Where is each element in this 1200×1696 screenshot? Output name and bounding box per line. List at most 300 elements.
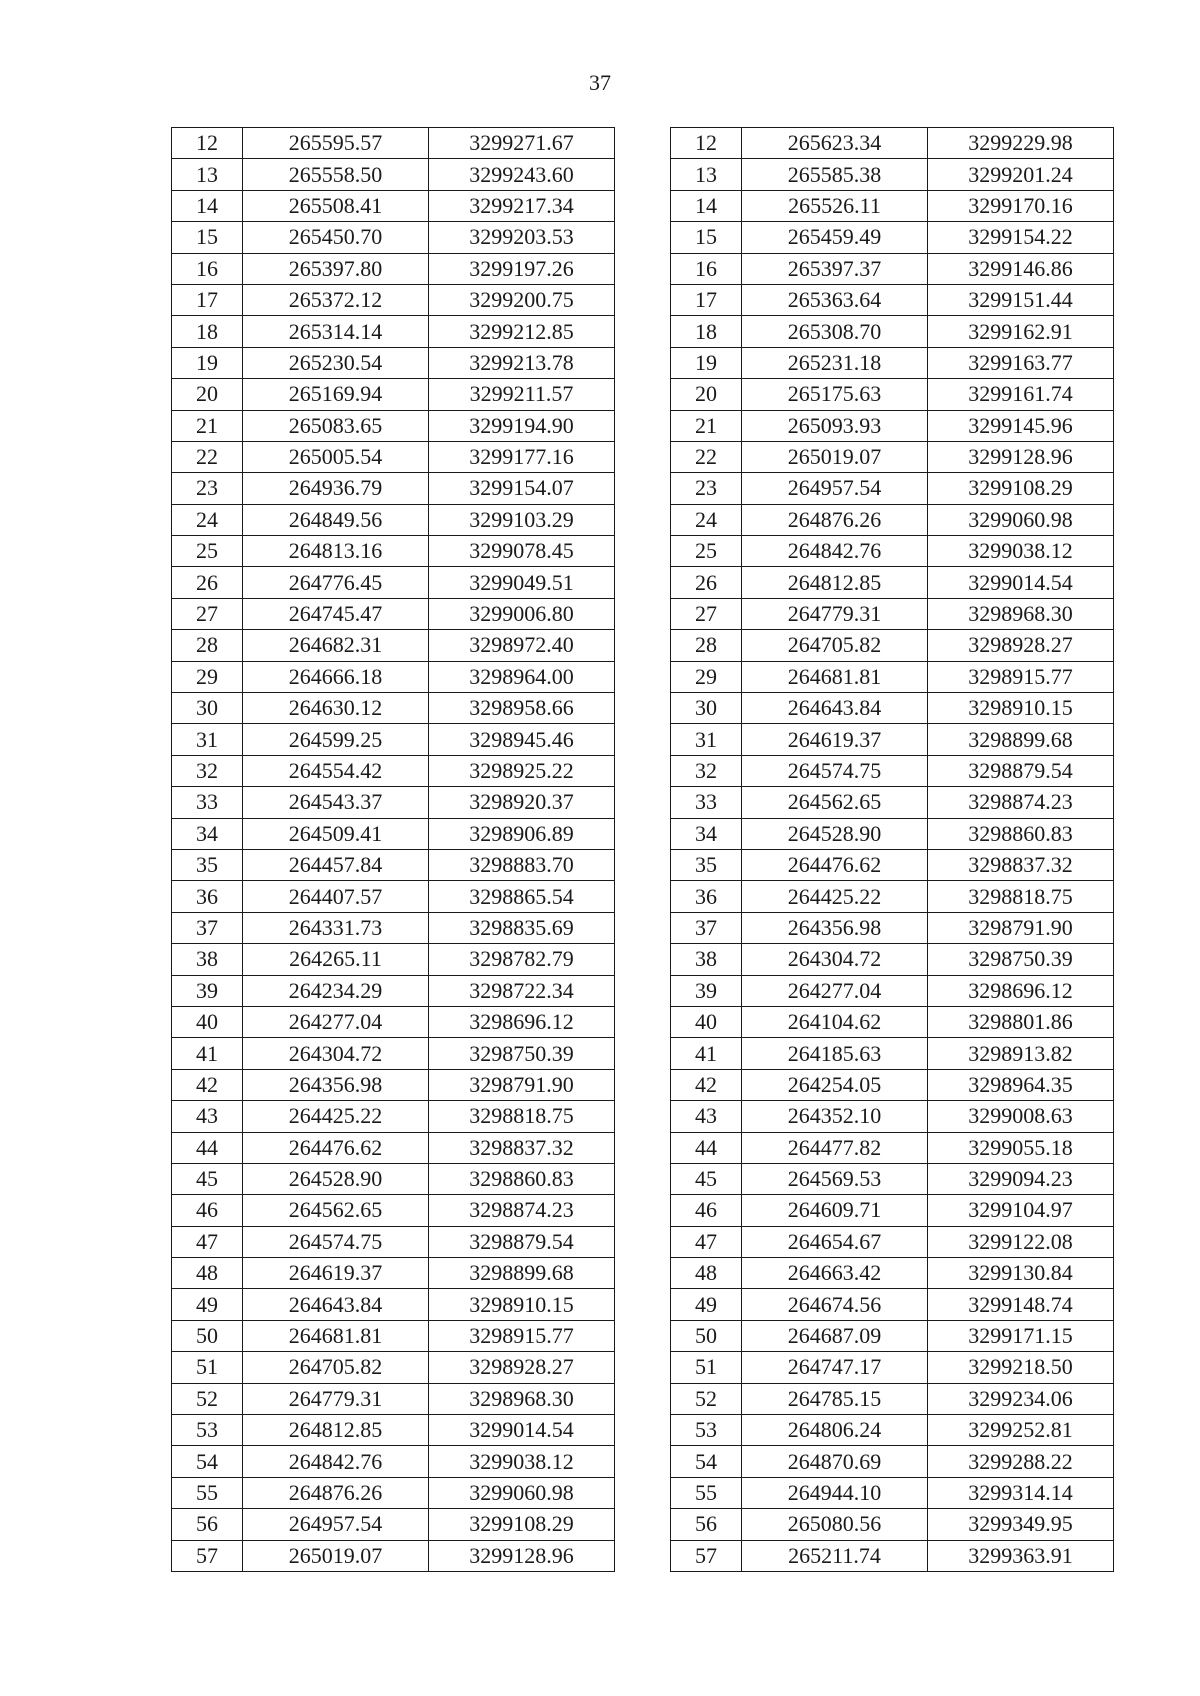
left-y-coordinate-cell: 3299177.16 bbox=[429, 441, 615, 472]
column-gap bbox=[615, 536, 671, 567]
right-x-coordinate-cell: 264747.17 bbox=[742, 1352, 928, 1383]
right-point-number-cell: 33 bbox=[671, 787, 742, 818]
column-gap bbox=[615, 473, 671, 504]
right-point-number-cell: 56 bbox=[671, 1509, 742, 1540]
left-point-number-cell: 18 bbox=[172, 316, 243, 347]
left-x-coordinate-cell: 265372.12 bbox=[243, 284, 429, 315]
left-x-coordinate-cell: 265169.94 bbox=[243, 379, 429, 410]
left-point-number-cell: 45 bbox=[172, 1163, 243, 1194]
right-x-coordinate-cell: 264277.04 bbox=[742, 975, 928, 1006]
right-x-coordinate-cell: 264687.09 bbox=[742, 1320, 928, 1351]
table-row bbox=[172, 159, 1114, 190]
left-point-number-cell: 56 bbox=[172, 1509, 243, 1540]
right-x-coordinate-cell: 264674.56 bbox=[742, 1289, 928, 1320]
column-gap bbox=[615, 1446, 671, 1477]
left-y-coordinate-cell: 3298906.89 bbox=[429, 818, 615, 849]
left-y-coordinate-cell: 3299049.51 bbox=[429, 567, 615, 598]
right-y-coordinate-cell: 3299146.86 bbox=[928, 253, 1114, 284]
left-point-number-cell: 13 bbox=[172, 159, 243, 190]
column-gap bbox=[615, 849, 671, 880]
right-y-coordinate-cell: 3298879.54 bbox=[928, 755, 1114, 786]
column-gap bbox=[615, 818, 671, 849]
table-row bbox=[172, 410, 1114, 441]
table-row bbox=[172, 1383, 1114, 1414]
left-x-coordinate-cell: 264562.65 bbox=[243, 1195, 429, 1226]
left-point-number-cell: 25 bbox=[172, 536, 243, 567]
right-y-coordinate-cell: 3299014.54 bbox=[928, 567, 1114, 598]
left-point-number-cell: 29 bbox=[172, 661, 243, 692]
right-y-coordinate-cell: 3299201.24 bbox=[928, 159, 1114, 190]
right-point-number-cell: 20 bbox=[671, 379, 742, 410]
right-x-coordinate-cell: 265585.38 bbox=[742, 159, 928, 190]
right-y-coordinate-cell: 3298910.15 bbox=[928, 693, 1114, 724]
right-point-number-cell: 35 bbox=[671, 849, 742, 880]
left-point-number-cell: 12 bbox=[172, 128, 243, 159]
left-x-coordinate-cell: 264619.37 bbox=[243, 1258, 429, 1289]
left-y-coordinate-cell: 3299078.45 bbox=[429, 536, 615, 567]
column-gap bbox=[615, 912, 671, 943]
column-gap bbox=[615, 1415, 671, 1446]
right-x-coordinate-cell: 264356.98 bbox=[742, 912, 928, 943]
left-point-number-cell: 22 bbox=[172, 441, 243, 472]
left-y-coordinate-cell: 3298883.70 bbox=[429, 849, 615, 880]
right-y-coordinate-cell: 3299161.74 bbox=[928, 379, 1114, 410]
right-x-coordinate-cell: 265397.37 bbox=[742, 253, 928, 284]
left-x-coordinate-cell: 264876.26 bbox=[243, 1477, 429, 1508]
right-y-coordinate-cell: 3298860.83 bbox=[928, 818, 1114, 849]
right-x-coordinate-cell: 265175.63 bbox=[742, 379, 928, 410]
left-point-number-cell: 49 bbox=[172, 1289, 243, 1320]
left-point-number-cell: 27 bbox=[172, 598, 243, 629]
table-row bbox=[172, 222, 1114, 253]
right-y-coordinate-cell: 3299234.06 bbox=[928, 1383, 1114, 1414]
left-x-coordinate-cell: 264599.25 bbox=[243, 724, 429, 755]
right-x-coordinate-cell: 265623.34 bbox=[742, 128, 928, 159]
right-point-number-cell: 55 bbox=[671, 1477, 742, 1508]
right-x-coordinate-cell: 265231.18 bbox=[742, 347, 928, 378]
right-x-coordinate-cell: 264705.82 bbox=[742, 630, 928, 661]
right-y-coordinate-cell: 3299055.18 bbox=[928, 1132, 1114, 1163]
right-y-coordinate-cell: 3299108.29 bbox=[928, 473, 1114, 504]
left-x-coordinate-cell: 264425.22 bbox=[243, 1101, 429, 1132]
column-gap bbox=[615, 379, 671, 410]
right-x-coordinate-cell: 264562.65 bbox=[742, 787, 928, 818]
table-row bbox=[172, 1289, 1114, 1320]
right-point-number-cell: 18 bbox=[671, 316, 742, 347]
right-y-coordinate-cell: 3299154.22 bbox=[928, 222, 1114, 253]
right-y-coordinate-cell: 3299008.63 bbox=[928, 1101, 1114, 1132]
table-row bbox=[172, 598, 1114, 629]
right-point-number-cell: 12 bbox=[671, 128, 742, 159]
right-point-number-cell: 41 bbox=[671, 1038, 742, 1069]
left-x-coordinate-cell: 265314.14 bbox=[243, 316, 429, 347]
left-y-coordinate-cell: 3299213.78 bbox=[429, 347, 615, 378]
left-x-coordinate-cell: 264812.85 bbox=[243, 1415, 429, 1446]
table-row bbox=[172, 441, 1114, 472]
left-y-coordinate-cell: 3299154.07 bbox=[429, 473, 615, 504]
left-x-coordinate-cell: 265083.65 bbox=[243, 410, 429, 441]
left-x-coordinate-cell: 264842.76 bbox=[243, 1446, 429, 1477]
left-x-coordinate-cell: 264574.75 bbox=[243, 1226, 429, 1257]
left-point-number-cell: 36 bbox=[172, 881, 243, 912]
column-gap bbox=[615, 1132, 671, 1163]
right-y-coordinate-cell: 3299145.96 bbox=[928, 410, 1114, 441]
left-point-number-cell: 43 bbox=[172, 1101, 243, 1132]
column-gap bbox=[615, 1069, 671, 1100]
left-point-number-cell: 26 bbox=[172, 567, 243, 598]
table-row bbox=[172, 1258, 1114, 1289]
left-x-coordinate-cell: 265558.50 bbox=[243, 159, 429, 190]
right-y-coordinate-cell: 3299163.77 bbox=[928, 347, 1114, 378]
right-point-number-cell: 45 bbox=[671, 1163, 742, 1194]
right-point-number-cell: 14 bbox=[671, 190, 742, 221]
right-point-number-cell: 39 bbox=[671, 975, 742, 1006]
coordinates-table-body bbox=[172, 128, 1114, 1572]
left-y-coordinate-cell: 3298782.79 bbox=[429, 944, 615, 975]
table-row bbox=[172, 912, 1114, 943]
right-x-coordinate-cell: 264104.62 bbox=[742, 1006, 928, 1037]
left-x-coordinate-cell: 264682.31 bbox=[243, 630, 429, 661]
left-y-coordinate-cell: 3299014.54 bbox=[429, 1415, 615, 1446]
column-gap bbox=[615, 410, 671, 441]
left-x-coordinate-cell: 264813.16 bbox=[243, 536, 429, 567]
right-y-coordinate-cell: 3299128.96 bbox=[928, 441, 1114, 472]
column-gap bbox=[615, 1540, 671, 1571]
right-x-coordinate-cell: 264476.62 bbox=[742, 849, 928, 880]
column-gap bbox=[615, 159, 671, 190]
right-x-coordinate-cell: 265459.49 bbox=[742, 222, 928, 253]
left-point-number-cell: 20 bbox=[172, 379, 243, 410]
right-x-coordinate-cell: 264957.54 bbox=[742, 473, 928, 504]
table-row bbox=[172, 1163, 1114, 1194]
left-y-coordinate-cell: 3299006.80 bbox=[429, 598, 615, 629]
left-x-coordinate-cell: 264776.45 bbox=[243, 567, 429, 598]
left-x-coordinate-cell: 264277.04 bbox=[243, 1006, 429, 1037]
right-y-coordinate-cell: 3299252.81 bbox=[928, 1415, 1114, 1446]
column-gap bbox=[615, 755, 671, 786]
right-point-number-cell: 57 bbox=[671, 1540, 742, 1571]
column-gap bbox=[615, 881, 671, 912]
table-row bbox=[172, 1540, 1114, 1571]
column-gap bbox=[615, 787, 671, 818]
right-y-coordinate-cell: 3299162.91 bbox=[928, 316, 1114, 347]
left-point-number-cell: 38 bbox=[172, 944, 243, 975]
table-row bbox=[172, 536, 1114, 567]
left-x-coordinate-cell: 264265.11 bbox=[243, 944, 429, 975]
left-point-number-cell: 54 bbox=[172, 1446, 243, 1477]
right-point-number-cell: 30 bbox=[671, 693, 742, 724]
right-y-coordinate-cell: 3299363.91 bbox=[928, 1540, 1114, 1571]
column-gap bbox=[615, 253, 671, 284]
left-x-coordinate-cell: 264643.84 bbox=[243, 1289, 429, 1320]
table-row bbox=[172, 567, 1114, 598]
right-y-coordinate-cell: 3298964.35 bbox=[928, 1069, 1114, 1100]
right-x-coordinate-cell: 264609.71 bbox=[742, 1195, 928, 1226]
right-point-number-cell: 36 bbox=[671, 881, 742, 912]
right-point-number-cell: 43 bbox=[671, 1101, 742, 1132]
left-x-coordinate-cell: 264681.81 bbox=[243, 1320, 429, 1351]
right-y-coordinate-cell: 3299170.16 bbox=[928, 190, 1114, 221]
left-y-coordinate-cell: 3298791.90 bbox=[429, 1069, 615, 1100]
table-row bbox=[172, 1006, 1114, 1037]
right-y-coordinate-cell: 3298837.32 bbox=[928, 849, 1114, 880]
left-point-number-cell: 28 bbox=[172, 630, 243, 661]
left-point-number-cell: 31 bbox=[172, 724, 243, 755]
table-row bbox=[172, 473, 1114, 504]
right-x-coordinate-cell: 264528.90 bbox=[742, 818, 928, 849]
column-gap bbox=[615, 347, 671, 378]
table-row bbox=[172, 284, 1114, 315]
right-y-coordinate-cell: 3298791.90 bbox=[928, 912, 1114, 943]
column-gap bbox=[615, 128, 671, 159]
column-gap bbox=[615, 1101, 671, 1132]
left-x-coordinate-cell: 265508.41 bbox=[243, 190, 429, 221]
left-x-coordinate-cell: 264849.56 bbox=[243, 504, 429, 535]
right-x-coordinate-cell: 265093.93 bbox=[742, 410, 928, 441]
right-point-number-cell: 23 bbox=[671, 473, 742, 504]
column-gap bbox=[615, 1038, 671, 1069]
table-row bbox=[172, 379, 1114, 410]
right-point-number-cell: 34 bbox=[671, 818, 742, 849]
left-x-coordinate-cell: 264957.54 bbox=[243, 1509, 429, 1540]
left-point-number-cell: 39 bbox=[172, 975, 243, 1006]
table-row bbox=[172, 128, 1114, 159]
left-x-coordinate-cell: 264779.31 bbox=[243, 1383, 429, 1414]
left-y-coordinate-cell: 3298750.39 bbox=[429, 1038, 615, 1069]
right-point-number-cell: 37 bbox=[671, 912, 742, 943]
column-gap bbox=[615, 1195, 671, 1226]
left-y-coordinate-cell: 3299038.12 bbox=[429, 1446, 615, 1477]
left-y-coordinate-cell: 3298865.54 bbox=[429, 881, 615, 912]
left-x-coordinate-cell: 264457.84 bbox=[243, 849, 429, 880]
right-point-number-cell: 27 bbox=[671, 598, 742, 629]
column-gap bbox=[615, 1289, 671, 1320]
column-gap bbox=[615, 504, 671, 535]
right-point-number-cell: 26 bbox=[671, 567, 742, 598]
left-y-coordinate-cell: 3298915.77 bbox=[429, 1320, 615, 1351]
left-x-coordinate-cell: 265230.54 bbox=[243, 347, 429, 378]
left-point-number-cell: 57 bbox=[172, 1540, 243, 1571]
right-x-coordinate-cell: 265019.07 bbox=[742, 441, 928, 472]
column-gap bbox=[615, 724, 671, 755]
left-y-coordinate-cell: 3298879.54 bbox=[429, 1226, 615, 1257]
left-point-number-cell: 35 bbox=[172, 849, 243, 880]
table-row bbox=[172, 316, 1114, 347]
right-y-coordinate-cell: 3298750.39 bbox=[928, 944, 1114, 975]
left-x-coordinate-cell: 264509.41 bbox=[243, 818, 429, 849]
table-row bbox=[172, 347, 1114, 378]
left-y-coordinate-cell: 3299271.67 bbox=[429, 128, 615, 159]
column-gap bbox=[615, 598, 671, 629]
left-x-coordinate-cell: 265397.80 bbox=[243, 253, 429, 284]
left-point-number-cell: 14 bbox=[172, 190, 243, 221]
right-point-number-cell: 32 bbox=[671, 755, 742, 786]
right-x-coordinate-cell: 265526.11 bbox=[742, 190, 928, 221]
right-x-coordinate-cell: 264619.37 bbox=[742, 724, 928, 755]
column-gap bbox=[615, 661, 671, 692]
right-point-number-cell: 44 bbox=[671, 1132, 742, 1163]
table-row bbox=[172, 724, 1114, 755]
right-x-coordinate-cell: 264643.84 bbox=[742, 693, 928, 724]
coordinates-table bbox=[171, 127, 1114, 1572]
right-point-number-cell: 38 bbox=[671, 944, 742, 975]
right-point-number-cell: 15 bbox=[671, 222, 742, 253]
column-gap bbox=[615, 1320, 671, 1351]
left-y-coordinate-cell: 3298964.00 bbox=[429, 661, 615, 692]
left-point-number-cell: 42 bbox=[172, 1069, 243, 1100]
table-row bbox=[172, 975, 1114, 1006]
column-gap bbox=[615, 1352, 671, 1383]
column-gap bbox=[615, 1258, 671, 1289]
right-point-number-cell: 16 bbox=[671, 253, 742, 284]
right-x-coordinate-cell: 264779.31 bbox=[742, 598, 928, 629]
left-x-coordinate-cell: 264528.90 bbox=[243, 1163, 429, 1194]
table-row bbox=[172, 1132, 1114, 1163]
right-y-coordinate-cell: 3298915.77 bbox=[928, 661, 1114, 692]
right-x-coordinate-cell: 264254.05 bbox=[742, 1069, 928, 1100]
left-x-coordinate-cell: 264234.29 bbox=[243, 975, 429, 1006]
left-y-coordinate-cell: 3298837.32 bbox=[429, 1132, 615, 1163]
right-point-number-cell: 49 bbox=[671, 1289, 742, 1320]
left-y-coordinate-cell: 3299197.26 bbox=[429, 253, 615, 284]
table-row bbox=[172, 1226, 1114, 1257]
table-row bbox=[172, 1446, 1114, 1477]
table-row bbox=[172, 253, 1114, 284]
left-y-coordinate-cell: 3299128.96 bbox=[429, 1540, 615, 1571]
left-y-coordinate-cell: 3298910.15 bbox=[429, 1289, 615, 1320]
table-row bbox=[172, 944, 1114, 975]
right-x-coordinate-cell: 264806.24 bbox=[742, 1415, 928, 1446]
column-gap bbox=[615, 975, 671, 1006]
column-gap bbox=[615, 1509, 671, 1540]
right-x-coordinate-cell: 264352.10 bbox=[742, 1101, 928, 1132]
right-x-coordinate-cell: 264663.42 bbox=[742, 1258, 928, 1289]
left-point-number-cell: 30 bbox=[172, 693, 243, 724]
table-row bbox=[172, 849, 1114, 880]
left-point-number-cell: 24 bbox=[172, 504, 243, 535]
left-point-number-cell: 34 bbox=[172, 818, 243, 849]
right-x-coordinate-cell: 264944.10 bbox=[742, 1477, 928, 1508]
left-y-coordinate-cell: 3298835.69 bbox=[429, 912, 615, 943]
right-x-coordinate-cell: 265308.70 bbox=[742, 316, 928, 347]
left-y-coordinate-cell: 3299243.60 bbox=[429, 159, 615, 190]
right-y-coordinate-cell: 3298928.27 bbox=[928, 630, 1114, 661]
right-x-coordinate-cell: 264654.67 bbox=[742, 1226, 928, 1257]
table-row bbox=[172, 1477, 1114, 1508]
right-point-number-cell: 29 bbox=[671, 661, 742, 692]
left-x-coordinate-cell: 264630.12 bbox=[243, 693, 429, 724]
right-x-coordinate-cell: 264304.72 bbox=[742, 944, 928, 975]
left-point-number-cell: 19 bbox=[172, 347, 243, 378]
column-gap bbox=[615, 1163, 671, 1194]
right-x-coordinate-cell: 264477.82 bbox=[742, 1132, 928, 1163]
left-y-coordinate-cell: 3299060.98 bbox=[429, 1477, 615, 1508]
right-point-number-cell: 17 bbox=[671, 284, 742, 315]
column-gap bbox=[615, 441, 671, 472]
left-y-coordinate-cell: 3298860.83 bbox=[429, 1163, 615, 1194]
left-x-coordinate-cell: 264304.72 bbox=[243, 1038, 429, 1069]
column-gap bbox=[615, 1383, 671, 1414]
right-point-number-cell: 46 bbox=[671, 1195, 742, 1226]
table-row bbox=[172, 755, 1114, 786]
left-x-coordinate-cell: 264407.57 bbox=[243, 881, 429, 912]
right-y-coordinate-cell: 3299038.12 bbox=[928, 536, 1114, 567]
left-y-coordinate-cell: 3298928.27 bbox=[429, 1352, 615, 1383]
table-row bbox=[172, 661, 1114, 692]
left-point-number-cell: 21 bbox=[172, 410, 243, 441]
column-gap bbox=[615, 190, 671, 221]
left-y-coordinate-cell: 3299103.29 bbox=[429, 504, 615, 535]
left-point-number-cell: 55 bbox=[172, 1477, 243, 1508]
left-y-coordinate-cell: 3298945.46 bbox=[429, 724, 615, 755]
left-point-number-cell: 52 bbox=[172, 1383, 243, 1414]
right-y-coordinate-cell: 3299171.15 bbox=[928, 1320, 1114, 1351]
left-y-coordinate-cell: 3298899.68 bbox=[429, 1258, 615, 1289]
left-point-number-cell: 40 bbox=[172, 1006, 243, 1037]
left-y-coordinate-cell: 3298925.22 bbox=[429, 755, 615, 786]
right-y-coordinate-cell: 3299122.08 bbox=[928, 1226, 1114, 1257]
right-point-number-cell: 50 bbox=[671, 1320, 742, 1351]
right-point-number-cell: 42 bbox=[671, 1069, 742, 1100]
left-point-number-cell: 41 bbox=[172, 1038, 243, 1069]
table-row bbox=[172, 1038, 1114, 1069]
left-x-coordinate-cell: 265595.57 bbox=[243, 128, 429, 159]
right-point-number-cell: 48 bbox=[671, 1258, 742, 1289]
left-y-coordinate-cell: 3299217.34 bbox=[429, 190, 615, 221]
right-point-number-cell: 53 bbox=[671, 1415, 742, 1446]
table-row bbox=[172, 1069, 1114, 1100]
right-x-coordinate-cell: 264842.76 bbox=[742, 536, 928, 567]
table-row bbox=[172, 1352, 1114, 1383]
right-y-coordinate-cell: 3299151.44 bbox=[928, 284, 1114, 315]
column-gap bbox=[615, 630, 671, 661]
column-gap bbox=[615, 567, 671, 598]
right-y-coordinate-cell: 3298913.82 bbox=[928, 1038, 1114, 1069]
table-row bbox=[172, 1320, 1114, 1351]
table-row bbox=[172, 630, 1114, 661]
left-point-number-cell: 50 bbox=[172, 1320, 243, 1351]
left-x-coordinate-cell: 265450.70 bbox=[243, 222, 429, 253]
left-point-number-cell: 51 bbox=[172, 1352, 243, 1383]
right-y-coordinate-cell: 3299218.50 bbox=[928, 1352, 1114, 1383]
page-number: 37 bbox=[589, 70, 611, 95]
table-row bbox=[172, 881, 1114, 912]
right-y-coordinate-cell: 3299288.22 bbox=[928, 1446, 1114, 1477]
right-y-coordinate-cell: 3298801.86 bbox=[928, 1006, 1114, 1037]
left-point-number-cell: 33 bbox=[172, 787, 243, 818]
left-x-coordinate-cell: 264356.98 bbox=[243, 1069, 429, 1100]
left-point-number-cell: 32 bbox=[172, 755, 243, 786]
right-x-coordinate-cell: 265363.64 bbox=[742, 284, 928, 315]
right-y-coordinate-cell: 3298874.23 bbox=[928, 787, 1114, 818]
left-y-coordinate-cell: 3298968.30 bbox=[429, 1383, 615, 1414]
left-point-number-cell: 16 bbox=[172, 253, 243, 284]
table-row bbox=[172, 1509, 1114, 1540]
table-row bbox=[172, 1101, 1114, 1132]
left-point-number-cell: 37 bbox=[172, 912, 243, 943]
right-y-coordinate-cell: 3299060.98 bbox=[928, 504, 1114, 535]
column-gap bbox=[615, 1006, 671, 1037]
left-x-coordinate-cell: 264666.18 bbox=[243, 661, 429, 692]
right-y-coordinate-cell: 3298968.30 bbox=[928, 598, 1114, 629]
left-y-coordinate-cell: 3298972.40 bbox=[429, 630, 615, 661]
column-gap bbox=[615, 1477, 671, 1508]
right-y-coordinate-cell: 3299104.97 bbox=[928, 1195, 1114, 1226]
right-y-coordinate-cell: 3298696.12 bbox=[928, 975, 1114, 1006]
left-y-coordinate-cell: 3299200.75 bbox=[429, 284, 615, 315]
table-row bbox=[172, 504, 1114, 535]
left-point-number-cell: 23 bbox=[172, 473, 243, 504]
